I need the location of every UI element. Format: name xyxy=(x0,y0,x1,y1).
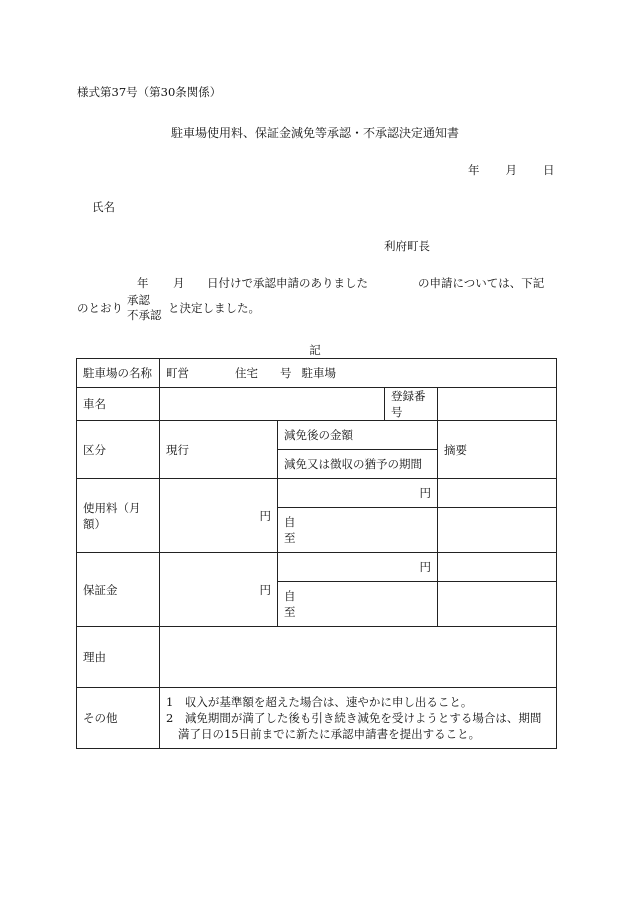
registration-label: 登録番号 xyxy=(385,388,438,421)
other-notes xyxy=(160,688,557,749)
table-row xyxy=(77,688,557,749)
fee-remarks-1 xyxy=(438,479,557,508)
car-name-value xyxy=(160,388,385,421)
fee-label: 使用料（月額） xyxy=(77,479,160,553)
parking-name-label: 駐車場の名称 xyxy=(77,359,160,388)
table-row xyxy=(77,388,557,421)
body-dated: 日付けで承認申請のありました xyxy=(207,276,368,290)
parking-number: 号 xyxy=(280,366,292,380)
date-line xyxy=(468,162,555,178)
parking-name-cell xyxy=(160,359,557,388)
current-label: 現行 xyxy=(160,421,278,479)
table-row xyxy=(77,627,557,688)
registration-value xyxy=(438,388,557,421)
table-row xyxy=(77,553,557,582)
body-application: の申請については、下記 xyxy=(418,276,545,290)
table-row xyxy=(77,359,557,388)
details-table xyxy=(76,358,557,749)
issuer-title: 利府町長 xyxy=(384,239,430,253)
remarks-label: 摘要 xyxy=(438,421,557,479)
fee-from-label: 自 xyxy=(284,515,296,529)
deposit-from-label: 自 xyxy=(284,589,296,603)
parking-lot: 駐車場 xyxy=(301,366,336,380)
other-label: その他 xyxy=(77,688,160,749)
body-line-2 xyxy=(77,292,377,322)
deposit-remarks-1 xyxy=(438,553,557,582)
table-row xyxy=(77,479,557,508)
body-approve: 承認 xyxy=(127,293,150,307)
body-year: 年 xyxy=(137,276,149,290)
deposit-remarks-2 xyxy=(438,582,557,627)
period-label: 減免又は徴収の猶予の期間 xyxy=(278,450,438,479)
body-month: 月 xyxy=(173,276,185,290)
recipient-name-label: 氏名 xyxy=(92,200,115,214)
parking-housing: 住宅 xyxy=(235,366,258,380)
note-1: 1 収入が基準額を超えた場合は、速やかに申し出ること。 xyxy=(166,695,473,709)
fee-current-yen: 円 xyxy=(160,479,278,553)
reason-label: 理由 xyxy=(77,627,160,688)
date-month: 月 xyxy=(505,163,517,177)
fee-to-label: 至 xyxy=(284,531,296,545)
deposit-label: 保証金 xyxy=(77,553,160,627)
deposit-period-cell xyxy=(278,582,438,627)
reason-value xyxy=(160,627,557,688)
ki-heading: 記 xyxy=(309,343,321,357)
parking-town: 町営 xyxy=(166,366,189,380)
reduced-amount-label: 減免後の金額 xyxy=(278,421,438,450)
body-disapprove: 不承認 xyxy=(127,308,162,322)
fee-reduced-yen: 円 xyxy=(278,479,438,508)
document-title: 駐車場使用料、保証金減免等承認・不承認決定通知書 xyxy=(170,126,459,140)
body-as-follows: のとおり xyxy=(77,301,123,315)
note-2: 2 減免期間が満了した後も引き続き減免を受けようとする場合は、期間満了日の15日前までに新たに承認申請書を提出すること。 xyxy=(166,711,542,741)
body-line-1 xyxy=(77,275,552,291)
fee-period-cell xyxy=(278,508,438,553)
car-name-label: 車名 xyxy=(77,388,160,421)
body-decided: と決定しました。 xyxy=(168,301,260,315)
deposit-reduced-yen: 円 xyxy=(278,553,438,582)
date-day: 日 xyxy=(543,163,555,177)
deposit-current-yen: 円 xyxy=(160,553,278,627)
fee-remarks-2 xyxy=(438,508,557,553)
form-number: 様式第37号（第30条関係） xyxy=(77,85,222,99)
date-year: 年 xyxy=(468,163,480,177)
table-row xyxy=(77,421,557,450)
deposit-to-label: 至 xyxy=(284,605,296,619)
division-label: 区分 xyxy=(77,421,160,479)
